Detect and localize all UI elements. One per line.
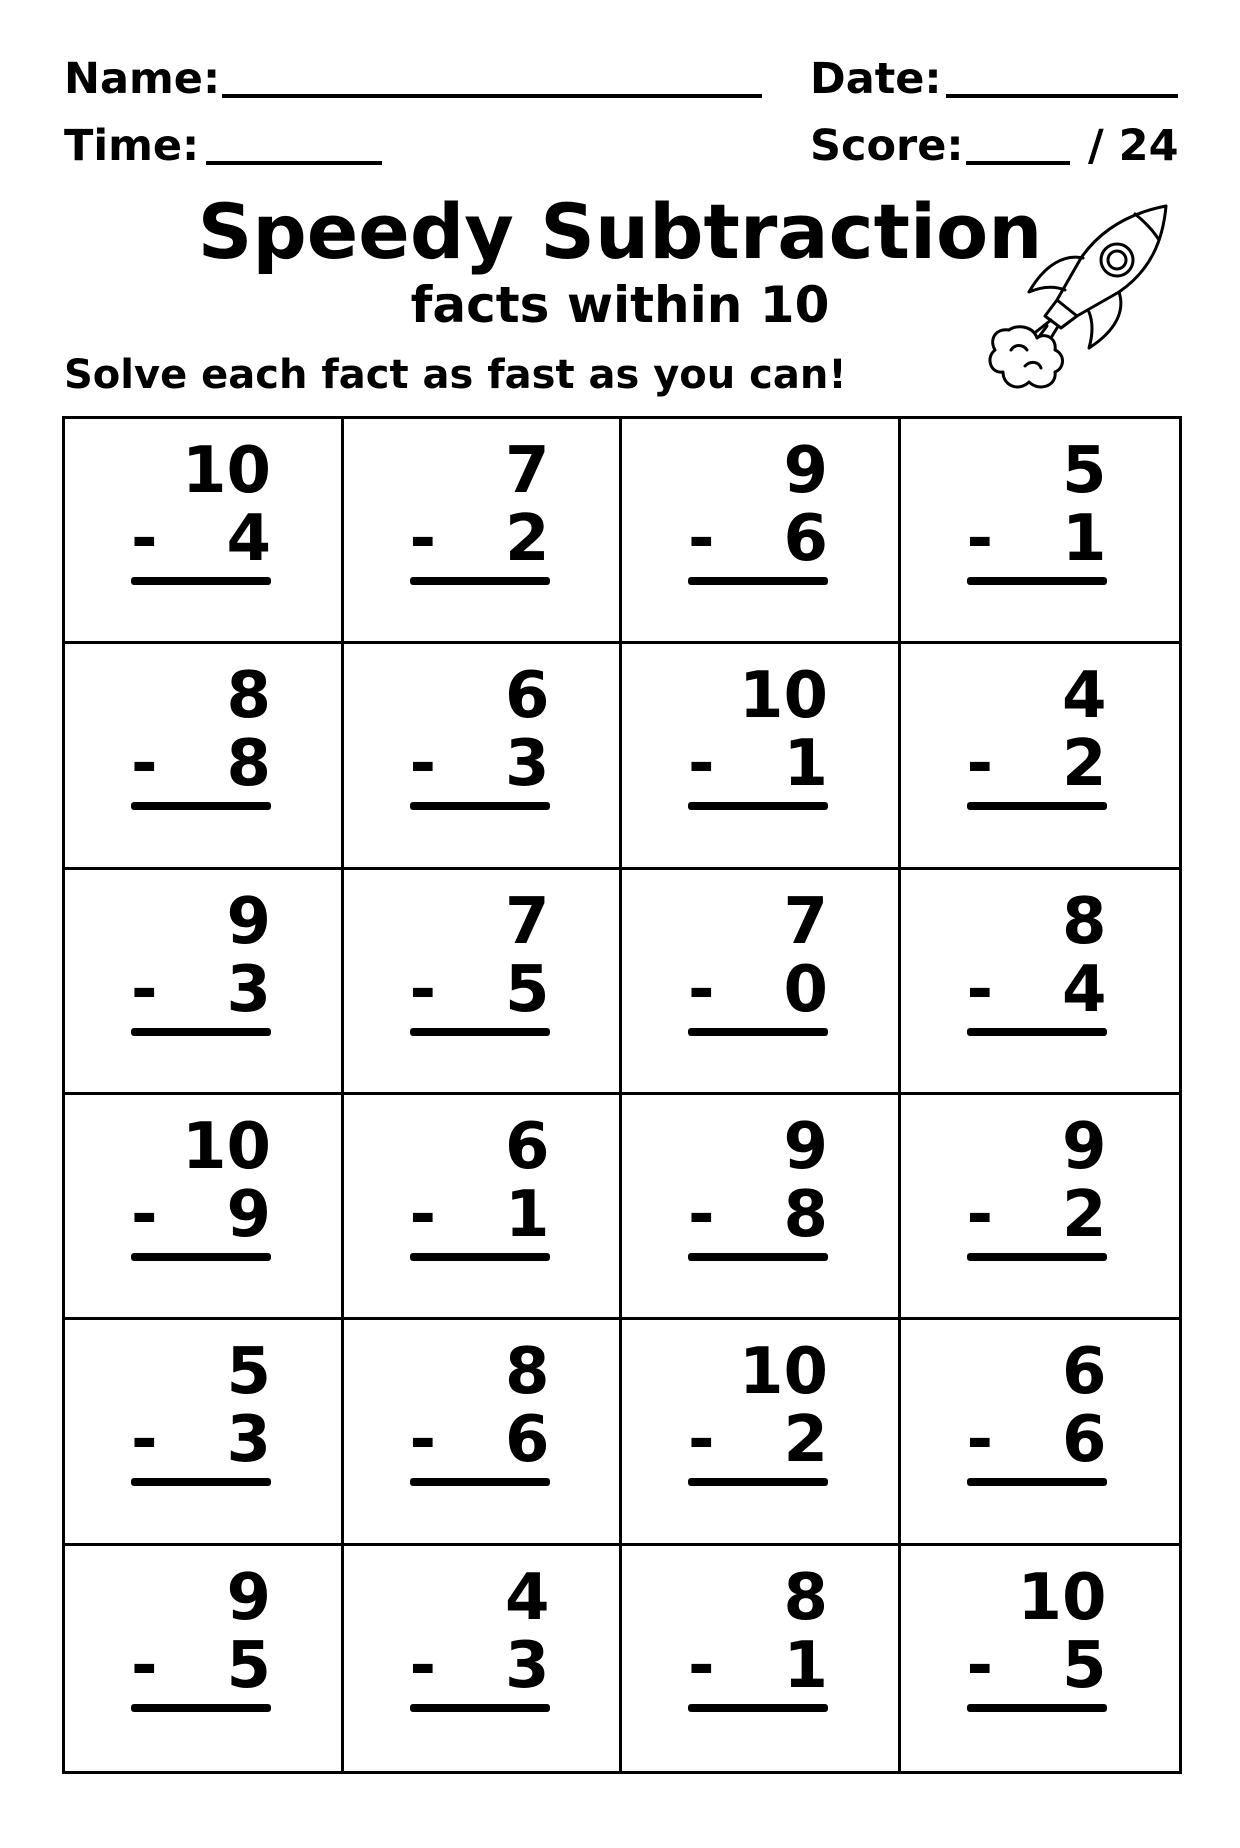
minus-sign: - bbox=[966, 502, 994, 576]
problem-cell[interactable] bbox=[622, 644, 901, 869]
problem-grid bbox=[62, 416, 1182, 1774]
minus-sign: - bbox=[688, 1628, 715, 1703]
answer-line[interactable] bbox=[410, 1478, 550, 1486]
problem-cell[interactable] bbox=[344, 1546, 623, 1771]
answer-line[interactable] bbox=[131, 1704, 271, 1712]
subtrahend-row bbox=[966, 1403, 1107, 1478]
answer-line[interactable] bbox=[688, 1478, 828, 1486]
problem-cell[interactable] bbox=[65, 419, 344, 644]
minuend: 9 bbox=[1061, 1109, 1107, 1184]
minus-sign: - bbox=[688, 502, 715, 576]
minuend: 9 bbox=[226, 1560, 271, 1635]
score-label: Score: bbox=[810, 121, 964, 171]
subtraction-problem bbox=[966, 434, 1107, 585]
minus-sign: - bbox=[688, 727, 715, 802]
subtrahend-row bbox=[131, 1177, 271, 1252]
answer-line[interactable] bbox=[967, 1253, 1107, 1261]
minuend: 9 bbox=[783, 1109, 828, 1184]
worksheet-title: Speedy Subtraction bbox=[197, 187, 1043, 276]
minus-sign: - bbox=[131, 1628, 158, 1703]
minuend: 7 bbox=[783, 884, 828, 959]
problem-cell[interactable] bbox=[344, 1095, 623, 1320]
time-label: Time: bbox=[64, 121, 200, 171]
subtrahend: 3 bbox=[226, 952, 271, 1027]
minuend: 8 bbox=[226, 659, 271, 734]
problem-cell[interactable] bbox=[344, 419, 623, 644]
subtraction-problem bbox=[409, 884, 550, 1036]
minus-sign: - bbox=[966, 1177, 994, 1252]
name-label: Name: bbox=[64, 54, 221, 104]
answer-line[interactable] bbox=[131, 1253, 271, 1261]
minus-sign: - bbox=[409, 1628, 437, 1703]
subtrahend: 5 bbox=[504, 952, 550, 1027]
answer-line[interactable] bbox=[410, 1704, 550, 1712]
problem-cell[interactable] bbox=[344, 870, 623, 1095]
subtrahend: 3 bbox=[504, 1628, 550, 1703]
subtrahend-row bbox=[409, 952, 550, 1027]
subtrahend: 1 bbox=[1061, 502, 1107, 576]
subtrahend-row bbox=[966, 952, 1107, 1027]
minuend: 10 bbox=[181, 1109, 271, 1184]
minus-sign: - bbox=[966, 1403, 994, 1478]
problem-cell[interactable] bbox=[344, 1320, 623, 1545]
minus-sign: - bbox=[409, 952, 437, 1027]
minuend: 5 bbox=[226, 1335, 271, 1410]
minuend: 5 bbox=[1061, 434, 1107, 508]
time-field[interactable] bbox=[206, 161, 382, 165]
minus-sign: - bbox=[966, 727, 994, 802]
answer-line[interactable] bbox=[410, 802, 550, 810]
problem-cell[interactable] bbox=[901, 870, 1180, 1095]
problem-cell[interactable] bbox=[901, 1320, 1180, 1545]
minus-sign: - bbox=[409, 1403, 437, 1478]
subtrahend-row bbox=[131, 952, 271, 1027]
subtraction-problem bbox=[688, 1335, 828, 1486]
subtrahend-row bbox=[966, 1628, 1107, 1703]
subtrahend: 3 bbox=[504, 727, 550, 802]
minus-sign: - bbox=[409, 727, 437, 802]
problem-cell[interactable] bbox=[622, 1320, 901, 1545]
answer-line[interactable] bbox=[688, 1704, 828, 1712]
subtraction-problem bbox=[966, 884, 1107, 1036]
problem-cell[interactable] bbox=[65, 644, 344, 869]
subtrahend: 4 bbox=[1061, 952, 1107, 1027]
subtraction-problem bbox=[688, 1109, 828, 1261]
subtrahend-row bbox=[688, 727, 828, 802]
minus-sign: - bbox=[688, 952, 715, 1027]
subtraction-problem bbox=[409, 1109, 550, 1261]
subtrahend: 2 bbox=[504, 502, 550, 576]
subtrahend: 5 bbox=[226, 1628, 271, 1703]
subtrahend-row bbox=[131, 1628, 271, 1703]
subtraction-problem bbox=[966, 1560, 1107, 1712]
answer-line[interactable] bbox=[688, 1028, 828, 1036]
answer-line[interactable] bbox=[131, 802, 271, 810]
subtrahend: 9 bbox=[226, 1177, 271, 1252]
minus-sign: - bbox=[131, 1403, 158, 1478]
subtrahend-row bbox=[409, 502, 550, 576]
problem-cell[interactable] bbox=[65, 1320, 344, 1545]
answer-line[interactable] bbox=[967, 1028, 1107, 1036]
subtraction-problem bbox=[409, 659, 550, 810]
subtrahend: 2 bbox=[1061, 727, 1107, 802]
minuend: 7 bbox=[504, 884, 550, 959]
minus-sign: - bbox=[131, 727, 158, 802]
problem-cell[interactable] bbox=[65, 1095, 344, 1320]
minus-sign: - bbox=[131, 502, 158, 576]
minus-sign: - bbox=[131, 1177, 158, 1252]
minuend: 10 bbox=[1017, 1560, 1107, 1635]
subtrahend-row bbox=[409, 1177, 550, 1252]
subtraction-problem bbox=[409, 1560, 550, 1712]
minuend: 9 bbox=[783, 434, 828, 508]
minuend: 8 bbox=[1061, 884, 1107, 959]
problem-cell[interactable] bbox=[622, 419, 901, 644]
minuend: 10 bbox=[738, 1335, 828, 1410]
subtrahend: 1 bbox=[783, 727, 828, 802]
subtrahend-row bbox=[131, 1403, 271, 1478]
subtraction-problem bbox=[131, 884, 271, 1036]
problem-cell[interactable] bbox=[901, 1546, 1180, 1771]
subtrahend-row bbox=[688, 952, 828, 1027]
answer-line[interactable] bbox=[967, 1704, 1107, 1712]
subtrahend-row bbox=[409, 1628, 550, 1703]
subtrahend: 6 bbox=[504, 1403, 550, 1478]
date-field[interactable] bbox=[946, 94, 1178, 98]
subtrahend-row bbox=[688, 1628, 828, 1703]
minus-sign: - bbox=[131, 952, 158, 1027]
answer-line[interactable] bbox=[967, 802, 1107, 810]
subtrahend: 1 bbox=[504, 1177, 550, 1252]
instructions: Solve each fact as fast as you can! bbox=[64, 352, 847, 398]
subtrahend-row bbox=[688, 1403, 828, 1478]
minus-sign: - bbox=[688, 1403, 715, 1478]
minus-sign: - bbox=[409, 502, 437, 576]
subtraction-problem bbox=[688, 1560, 828, 1712]
minuend: 4 bbox=[1061, 659, 1107, 734]
answer-line[interactable] bbox=[688, 1253, 828, 1261]
subtrahend: 0 bbox=[783, 952, 828, 1027]
answer-line[interactable] bbox=[688, 577, 828, 585]
answer-line[interactable] bbox=[131, 1028, 271, 1036]
problem-cell[interactable] bbox=[901, 1095, 1180, 1320]
subtrahend: 8 bbox=[226, 727, 271, 802]
subtrahend-row bbox=[966, 502, 1107, 576]
subtrahend: 6 bbox=[1061, 1403, 1107, 1478]
minuend: 4 bbox=[504, 1560, 550, 1635]
problem-cell[interactable] bbox=[65, 870, 344, 1095]
problem-cell[interactable] bbox=[344, 644, 623, 869]
answer-line[interactable] bbox=[967, 1478, 1107, 1486]
minuend: 8 bbox=[783, 1560, 828, 1635]
subtraction-problem bbox=[688, 659, 828, 810]
subtrahend: 2 bbox=[1061, 1177, 1107, 1252]
problem-cell[interactable] bbox=[622, 870, 901, 1095]
answer-line[interactable] bbox=[131, 1478, 271, 1486]
score-total: / 24 bbox=[1088, 121, 1179, 171]
subtraction-problem bbox=[131, 1560, 271, 1712]
minus-sign: - bbox=[966, 952, 994, 1027]
subtraction-problem bbox=[131, 434, 271, 585]
problem-cell[interactable] bbox=[901, 419, 1180, 644]
subtrahend-row bbox=[688, 1177, 828, 1252]
subtrahend-row bbox=[966, 727, 1107, 802]
subtraction-problem bbox=[131, 1109, 271, 1261]
subtraction-problem bbox=[688, 434, 828, 585]
subtrahend: 2 bbox=[783, 1403, 828, 1478]
problem-cell[interactable] bbox=[622, 1546, 901, 1771]
subtrahend-row bbox=[966, 1177, 1107, 1252]
answer-line[interactable] bbox=[967, 577, 1107, 585]
subtrahend-row bbox=[688, 502, 828, 576]
minuend: 8 bbox=[504, 1335, 550, 1410]
minus-sign: - bbox=[966, 1628, 994, 1703]
minus-sign: - bbox=[688, 1177, 715, 1252]
problem-cell[interactable] bbox=[901, 644, 1180, 869]
subtrahend-row bbox=[409, 727, 550, 802]
subtraction-problem bbox=[131, 1335, 271, 1486]
minus-sign: - bbox=[409, 1177, 437, 1252]
minuend: 7 bbox=[504, 434, 550, 508]
minuend: 6 bbox=[1061, 1335, 1107, 1410]
subtraction-problem bbox=[688, 884, 828, 1036]
subtraction-problem bbox=[409, 1335, 550, 1486]
rocket-icon bbox=[985, 200, 1185, 400]
minuend: 10 bbox=[738, 659, 828, 734]
minuend: 9 bbox=[226, 884, 271, 959]
subtrahend-row bbox=[131, 502, 271, 576]
subtrahend: 3 bbox=[226, 1403, 271, 1478]
subtrahend: 8 bbox=[783, 1177, 828, 1252]
score-field[interactable] bbox=[966, 161, 1070, 165]
minuend: 6 bbox=[504, 1109, 550, 1184]
subtraction-problem bbox=[409, 434, 550, 585]
problem-cell[interactable] bbox=[65, 1546, 344, 1771]
answer-line[interactable] bbox=[410, 1028, 550, 1036]
date-label: Date: bbox=[810, 54, 942, 104]
subtraction-problem bbox=[966, 1109, 1107, 1261]
subtrahend-row bbox=[131, 727, 271, 802]
subtrahend: 1 bbox=[783, 1628, 828, 1703]
name-field[interactable] bbox=[222, 94, 762, 98]
subtrahend: 5 bbox=[1061, 1628, 1107, 1703]
worksheet-subtitle: facts within 10 bbox=[410, 276, 830, 334]
answer-line[interactable] bbox=[410, 577, 550, 585]
subtraction-problem bbox=[966, 1335, 1107, 1486]
minuend: 10 bbox=[181, 434, 271, 508]
answer-line[interactable] bbox=[688, 802, 828, 810]
problem-cell[interactable] bbox=[622, 1095, 901, 1320]
subtraction-problem bbox=[131, 659, 271, 810]
subtrahend: 4 bbox=[226, 502, 271, 576]
subtrahend: 6 bbox=[783, 502, 828, 576]
minuend: 6 bbox=[504, 659, 550, 734]
subtrahend-row bbox=[409, 1403, 550, 1478]
answer-line[interactable] bbox=[410, 1253, 550, 1261]
subtraction-problem bbox=[966, 659, 1107, 810]
answer-line[interactable] bbox=[131, 577, 271, 585]
